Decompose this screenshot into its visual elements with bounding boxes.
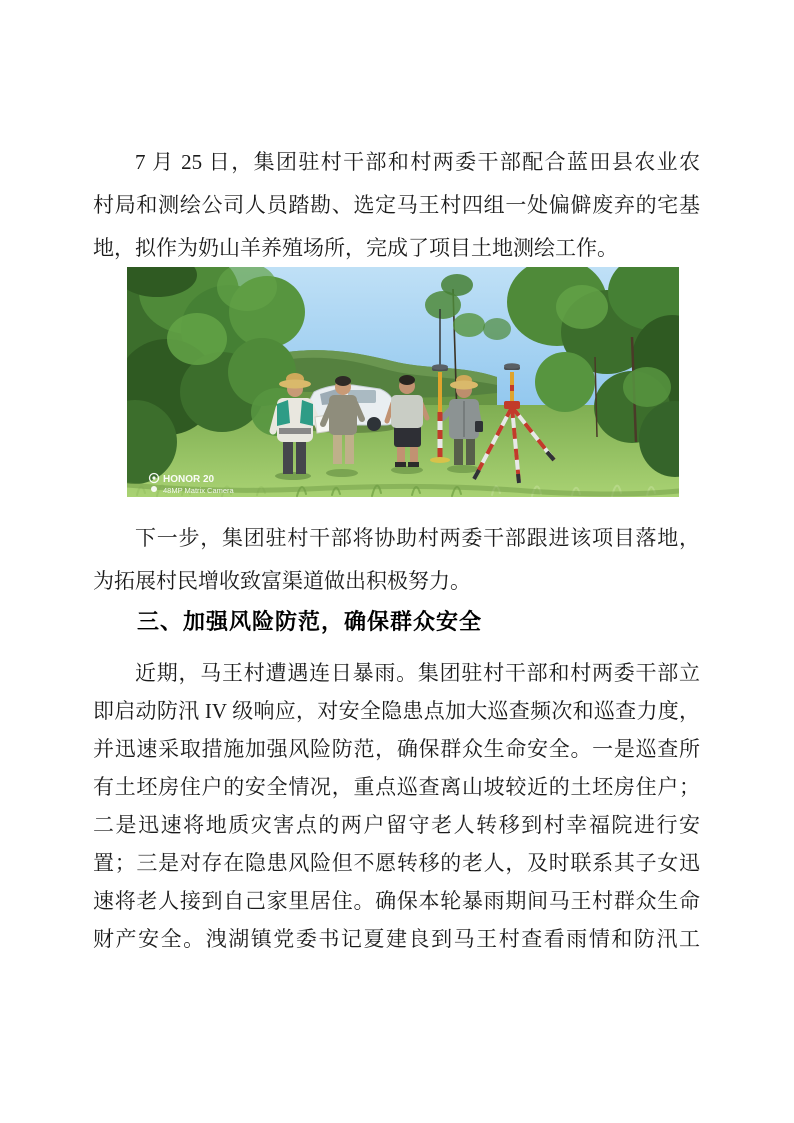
text-line: 7 月 25 日，集团驻村干部和村两委干部配合蓝田县农业农 bbox=[135, 150, 700, 174]
paragraph-3 bbox=[93, 654, 700, 958]
text-line: 地，拟作为奶山羊养殖场所，完成了项目土地测绘工作。 bbox=[93, 236, 618, 260]
text-line: 置；三是对存在隐患风险但不愿转移的老人，及时联系其子女迅 bbox=[93, 851, 700, 875]
text-line: 近期，马王村遭遇连日暴雨。集团驻村干部和村两委干部立 bbox=[135, 661, 700, 685]
survey-photo-canvas bbox=[127, 267, 679, 497]
section-heading-3: 三、加强风险防范，确保群众安全 bbox=[137, 609, 483, 634]
text-line: 并迅速采取措施加强风险防范，确保群众生命安全。一是巡查所 bbox=[93, 737, 700, 761]
watermark-camera: 48MP Matrix Camera bbox=[163, 486, 234, 495]
text-line: 二是迅速将地质灾害点的两户留守老人转移到村幸福院进行安 bbox=[93, 813, 700, 837]
text-line: 财产安全。洩湖镇党委书记夏建良到马王村查看雨情和防汛工 bbox=[93, 927, 700, 951]
text-line: 有土坯房住户的安全情况，重点巡查离山坡较近的土坯房住户； bbox=[93, 775, 700, 799]
text-line: 速将老人接到自己家里居住。确保本轮暴雨期间马王村群众生命 bbox=[93, 889, 700, 913]
paragraph-1 bbox=[93, 141, 700, 270]
text-line: 下一步，集团驻村干部将协助村两委干部跟进该项目落地， bbox=[135, 526, 700, 550]
text-line: 为拓展村民增收致富渠道做出积极努力。 bbox=[93, 569, 471, 593]
paragraph-2 bbox=[93, 517, 700, 603]
survey-site-photo bbox=[127, 267, 679, 497]
text-line: 即启动防汛 IV 级响应，对安全隐患点加大巡查频次和巡查力度， bbox=[93, 699, 700, 723]
watermark-device: HONOR 20 bbox=[163, 474, 215, 485]
gnss-controller bbox=[475, 421, 483, 432]
text-line: 村局和测绘公司人员踏勘、选定马王村四组一处偏僻废弃的宅基 bbox=[93, 193, 700, 217]
